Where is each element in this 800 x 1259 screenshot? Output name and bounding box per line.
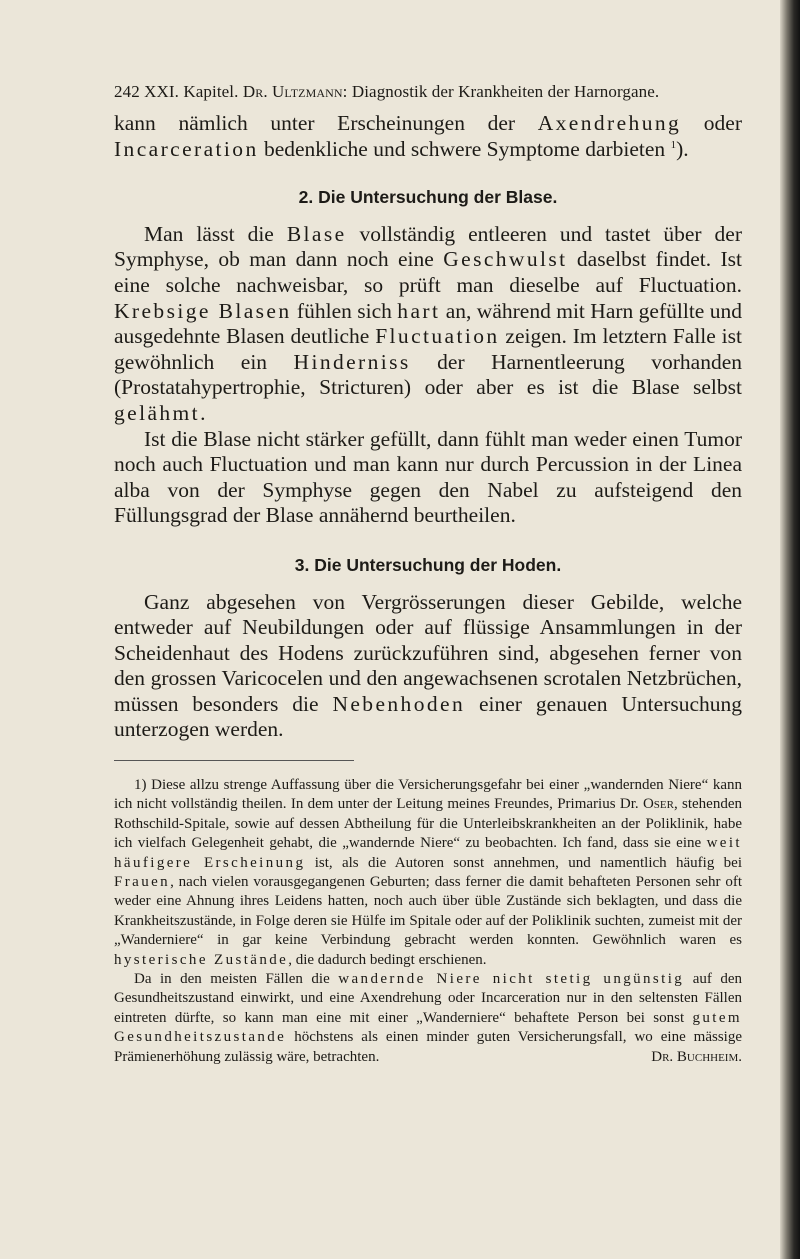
- page-edge-shadow: [780, 0, 800, 1259]
- person-name: Oser: [642, 796, 674, 813]
- footnote-paragraph-1: [114, 776, 742, 970]
- text-run: Man lässt die: [144, 221, 287, 246]
- text-run: ist, als die Autoren sonst annehmen, und namentlich häufig bei: [305, 854, 742, 871]
- text-run: Ganz abgesehen von Vergrösserungen dieser Gebilde, welche entweder auf Neubildungen oder auf flüssige Ansammlungen in der Scheidenhaut des Hodens zurückzuführen sind, abgesehen ferner von den grossen Varicocelen und den angewachsenen scrotalen Netzbrüchen, müssen besonders die: [114, 589, 742, 716]
- text-run: vollständig entleeren und tastet über der Symphyse, ob man dann noch eine: [114, 221, 743, 272]
- emphasis: Nebenhoden: [332, 691, 466, 716]
- text-run: Da in den meisten Fällen die: [134, 971, 339, 988]
- text-run: .: [200, 400, 206, 425]
- text-run: auf den Gesundheitszustand einwirkt, und eine Axendrehung oder Incarceration nur in den seltensten Fällen eintreten dürfte, so kann man eine mit einer „Wanderniere“ behaftete Person bei sonst: [114, 971, 742, 1026]
- main-text: [114, 111, 742, 743]
- text-run: fühlen sich: [291, 298, 398, 323]
- testes-paragraph: [114, 590, 742, 744]
- text-run: , nach vielen vorausgegangenen Geburten; dass ferner die damit behafteten Personen sehr oft weder eine Ahnung ihres Leidens hatten, noch auch über üble Zustände sich beklagten, und dass die Krankheitszustände, in Folge deren sie Hülfe im Spitale oder auf der Poliklinik suchten, zumeist mit der „Wanderniere“ in gar keine Verbindung gebracht werden konnten. Gewöhnlich waren es: [114, 874, 742, 949]
- section-heading-testes: 3. Die Untersuchung der Hoden.: [294, 554, 562, 575]
- page-number: 242: [114, 82, 140, 101]
- text-run: ).: [676, 136, 689, 161]
- text-run: , die dadurch bedingt erschienen.: [288, 951, 487, 968]
- emphasis: gutem Gesundheitszustande: [114, 1009, 742, 1046]
- bladder-paragraph-2: Ist die Blase nicht stärker gefüllt, dann fühlt man weder einen Tumor noch auch Fluctuation und man kann nur durch Percussion in der Linea alba von der Symphyse gegen den Nabel zu aufsteigend den Füllungsgrad der Blase annähernd beurtheilen.: [114, 426, 742, 528]
- running-title: : Diagnostik der Krankheiten der Harnorgane.: [342, 82, 660, 101]
- emphasis: weit häufigere Erscheinung: [114, 835, 742, 871]
- footnote-marker[interactable]: 1: [670, 138, 677, 151]
- text-run: , stehenden Rothschild-Spitale, sowie auf dessen Abtheilung für die Unterleibskrankheiten an der Poliklinik, habe ich vielfach Gelegenheit gehabt, die „wandernde Niere“ zu beobachten. Ich fand, dass sie eine: [114, 796, 742, 852]
- text-run: 1) Diese allzu strenge Auffassung über die Versicherungsgefahr bei einer „wandernden Niere“ kann ich nicht vollständig theilen. In dem unter der Leitung meines Freundes, Primarius Dr.: [114, 777, 742, 813]
- chapter-label: XXI. Kapitel.: [144, 82, 239, 101]
- emphasis: Frauen: [114, 874, 171, 891]
- footnote-signature: Dr. Buchheim.: [651, 1048, 742, 1065]
- text-run: an, während mit Harn gefüllte und ausgedehnte Blasen deutliche: [114, 298, 742, 349]
- bladder-paragraph-1: [114, 222, 742, 427]
- emphasis: Fluctuation: [375, 324, 500, 349]
- author-name: Dr. Ultzmann: [242, 82, 343, 101]
- emphasis: Geschwulst: [443, 247, 568, 272]
- emphasis: gelähmt: [114, 400, 201, 425]
- text-run: daselbst findet. Ist eine solche nachweisbar, so prüft man dieselbe auf Fluctuation.: [114, 247, 742, 297]
- emphasis: Incarceration: [114, 136, 259, 161]
- footnote-divider: [114, 760, 354, 761]
- text-run: oder: [681, 111, 742, 135]
- text-run: kann nämlich unter Erscheinungen der: [114, 111, 538, 135]
- emphasis: hysterische Zustände: [114, 951, 289, 968]
- text-run: zeigen. Im letztern Falle ist gewöhnlich ein: [114, 324, 742, 374]
- text-run: der Harnentleerung vorhanden (Prostatahypertrophie, Stricturen) oder aber es ist die Blase selbst: [114, 349, 742, 400]
- footnote-paragraph-2: [114, 970, 742, 1067]
- text-run: bedenkliche und schwere Symptome darbieten: [258, 136, 671, 161]
- running-head: [114, 82, 742, 102]
- emphasis: wandernde Niere nicht stetig ungünstig: [338, 971, 685, 988]
- footnote-block: [114, 776, 742, 1067]
- emphasis: Axendrehung: [537, 111, 682, 135]
- intro-paragraph: [114, 111, 742, 162]
- emphasis: Hinderniss: [293, 349, 411, 374]
- text-run: höchstens als einen minder guten Versicherungsfall, wo eine mässige Prämienerhöhung zulässig wäre, betrachten.: [114, 1029, 742, 1065]
- text-run: einer genauen Untersuchung unterzogen werden.: [114, 691, 742, 742]
- section-heading-bladder: 2. Die Untersuchung der Blase.: [298, 187, 558, 208]
- emphasis: hart: [397, 298, 441, 323]
- emphasis: Blase: [286, 221, 347, 246]
- emphasis: Krebsige Blasen: [114, 298, 292, 323]
